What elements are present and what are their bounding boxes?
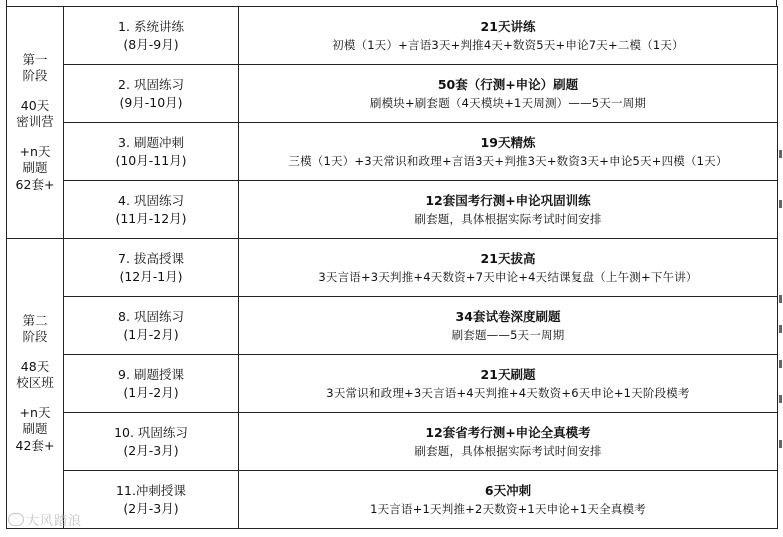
stage-set-count: 62套+: [15, 176, 55, 192]
item-cell: [64, 7, 239, 65]
watermark: [8, 510, 82, 529]
item-title: 11.冲刺授课: [116, 482, 186, 498]
item-period: (10月-11月): [115, 152, 187, 168]
detail-cell: [239, 65, 778, 123]
item-cell: [64, 413, 239, 471]
camera-icon: [8, 513, 24, 526]
detail-title: 21天拔高: [480, 250, 536, 266]
table-row: [7, 7, 778, 65]
detail-title: 12套省考行测+申论全真模考: [425, 424, 591, 440]
item-cell: [64, 355, 239, 413]
detail-description: 刷模块+刷套题（4天模块+1天周测）——5天一周期: [369, 95, 647, 110]
edge-mark: [779, 150, 782, 158]
detail-description: 刷套题——5天一周期: [451, 327, 565, 342]
item-period: (8月-9月): [123, 36, 179, 52]
stage-extra-days: +n天: [19, 404, 51, 420]
stage-label: 第二: [22, 312, 48, 328]
stage-label: 第一: [22, 51, 48, 67]
stage-type: 校区班: [16, 375, 54, 391]
stage-label: 阶段: [22, 68, 48, 84]
right-edge-marks: [778, 0, 783, 537]
item-title: 3. 刷题冲刺: [118, 134, 184, 150]
item-period: (1月-2月): [123, 384, 179, 400]
detail-title: 12套国考行测+申论巩固训练: [425, 192, 591, 208]
item-cell: [64, 181, 239, 239]
detail-title: 21天刷题: [480, 366, 536, 382]
item-title: 1. 系统讲练: [118, 18, 184, 34]
detail-description: 初模（1天）+言语3天+判推4天+数资5天+申论7天+二模（1天）: [332, 37, 684, 52]
item-title: 7. 拔高授课: [118, 250, 184, 266]
stage-practice: 刷题: [22, 160, 48, 176]
table-row: [7, 297, 778, 355]
edge-mark: [779, 395, 782, 403]
item-period: (12月-1月): [119, 268, 183, 284]
study-plan-table: [6, 6, 778, 529]
item-title: 4. 巩固练习: [118, 192, 184, 208]
detail-title: 19天精炼: [480, 134, 536, 150]
edge-mark: [779, 200, 782, 208]
table-row: [7, 239, 778, 297]
detail-description: 刷套题，具体根据实际考试时间安排: [414, 211, 602, 226]
stage-extra-days: +n天: [19, 143, 51, 159]
item-period: (9月-10月): [119, 94, 183, 110]
table-row: [7, 65, 778, 123]
detail-cell: [239, 239, 778, 297]
detail-cell: [239, 471, 778, 529]
table-row: [7, 355, 778, 413]
table-row: [7, 181, 778, 239]
item-title: 8. 巩固练习: [118, 308, 184, 324]
detail-cell: [239, 413, 778, 471]
detail-title: 6天冲刺: [484, 482, 532, 498]
edge-mark: [779, 360, 782, 368]
stage-practice: 刷题: [22, 421, 48, 437]
stage-duration: 48天: [20, 358, 50, 374]
item-cell: [64, 123, 239, 181]
item-cell: [64, 297, 239, 355]
detail-description: 1天言语+1天判推+2天数资+1天申论+1天全真模考: [370, 501, 646, 516]
detail-cell: [239, 355, 778, 413]
item-cell: [64, 471, 239, 529]
stage-duration: 40天: [20, 97, 50, 113]
watermark-text: 大风踏浪: [26, 514, 83, 529]
detail-cell: [239, 297, 778, 355]
detail-title: 21天讲练: [480, 18, 536, 34]
item-title: 2. 巩固练习: [118, 76, 184, 92]
detail-cell: [239, 181, 778, 239]
stage-type: 密训营: [16, 114, 54, 130]
stage-label: 阶段: [22, 329, 48, 345]
detail-title: 50套（行测+申论）刷题: [437, 76, 579, 92]
detail-cell: [239, 123, 778, 181]
edge-mark: [779, 325, 782, 333]
item-period: (2月-3月): [123, 500, 179, 516]
detail-cell: [239, 7, 778, 65]
item-cell: [64, 65, 239, 123]
item-period: (2月-3月): [123, 442, 179, 458]
item-title: 10. 巩固练习: [114, 424, 188, 440]
stage-set-count: 42套+: [15, 437, 55, 453]
item-title: 9. 刷题授课: [118, 366, 184, 382]
table-row: [7, 471, 778, 529]
detail-description: 刷套题，具体根据实际考试时间安排: [414, 443, 602, 458]
item-period: (11月-12月): [115, 210, 187, 226]
stage-cell-2: [7, 239, 64, 529]
detail-description: 3天常识和政理+3天言语+4天判推+4天数资+6天申论+1天阶段模考: [326, 385, 690, 400]
edge-mark: [779, 295, 782, 303]
detail-title: 34套试卷深度刷题: [455, 308, 561, 324]
detail-description: 3天言语+3天判推+4天数资+7天申论+4天结课复盘（上午测+下午讲）: [318, 269, 698, 284]
item-period: (1月-2月): [123, 326, 179, 342]
stage-cell-1: [7, 7, 64, 239]
edge-mark: [779, 440, 782, 448]
table-row: [7, 413, 778, 471]
detail-description: 三模（1天）+3天常识和政理+言语3天+判推3天+数资3天+申论5天+四模（1天）: [288, 153, 728, 168]
item-cell: [64, 239, 239, 297]
table-row: [7, 123, 778, 181]
